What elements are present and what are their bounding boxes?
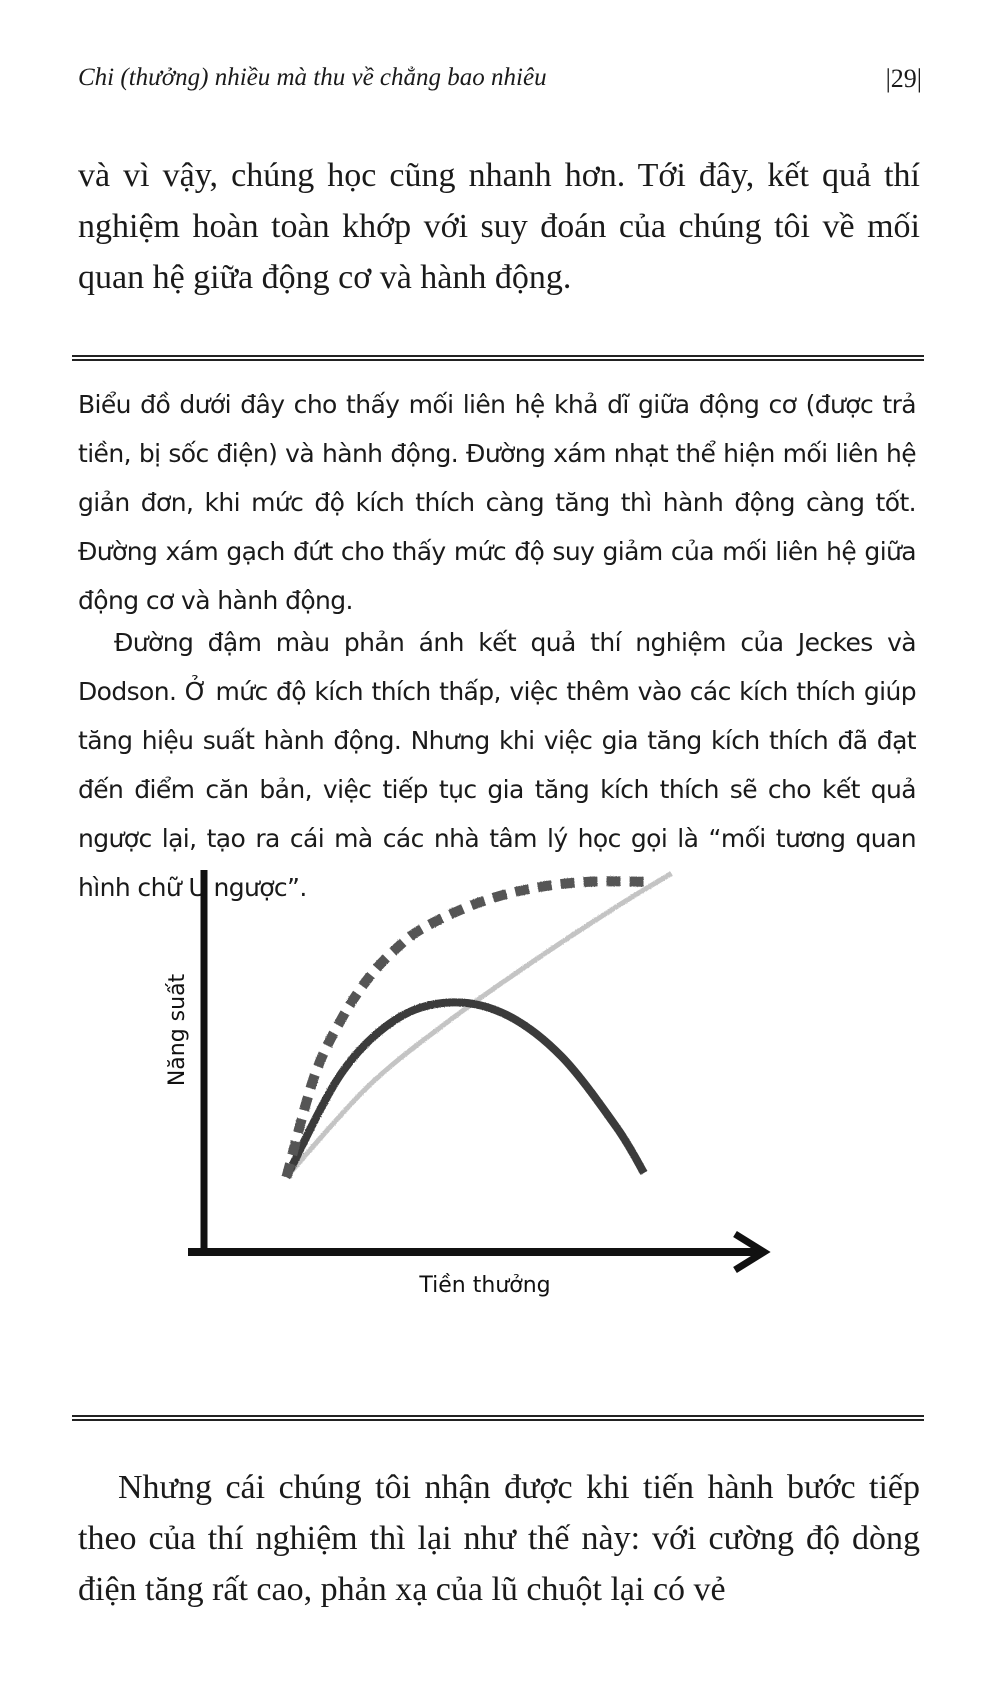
series-light-line bbox=[287, 873, 672, 1177]
box-rule-top bbox=[72, 355, 924, 361]
caption-paragraph-2: Đường đậm màu phản ánh kết quả thí nghiệm của Jeckes và Dodson. Ở mức độ kích thích thấp, việc thêm vào các kích thích giúp tăng hiệu suất hành động. Nhưng khi việc gia tăng kích thích đã đạt đến điểm căn bản, việc tiếp tục gia tăng kích thích sẽ cho kết quả ngược lại, tạo ra cái mà các nhà tâm lý học gọi là “mối tương quan hình chữ U ngược”. bbox=[78, 628, 916, 902]
chart-series bbox=[287, 873, 672, 1177]
performance-chart bbox=[160, 870, 860, 1410]
page-number: |29| bbox=[885, 64, 922, 93]
box-rule-bottom bbox=[72, 1415, 924, 1421]
running-header bbox=[78, 64, 922, 108]
x-axis-label: Tiền thưởng bbox=[419, 1273, 551, 1298]
body-paragraph-top: và vì vậy, chúng học cũng nhanh hơn. Tới đây, kết quả thí nghiệm hoàn toàn khớp với suy đoán của chúng tôi về mối quan hệ giữa động cơ và hành động. bbox=[78, 157, 920, 296]
series-dark-line bbox=[287, 1002, 645, 1177]
chart-axes bbox=[187, 870, 764, 1270]
caption-paragraph-1: Biểu đồ dưới đây cho thấy mối liên hệ khả dĩ giữa động cơ (được trả tiền, bị sốc điện) và hành động. Đường xám nhạt thể hiện mối liên hệ giản đơn, khi mức độ kích thích càng tăng thì hành động càng tốt. Đường xám gạch đứt cho thấy mức độ suy giảm của mối liên hệ giữa động cơ và hành động. bbox=[78, 390, 916, 615]
y-axis-label: Năng suất bbox=[165, 973, 190, 1087]
running-title: Chi (thưởng) nhiều mà thu về chẳng bao nhiêu bbox=[78, 64, 547, 91]
body-paragraph-bottom: Nhưng cái chúng tôi nhận được khi tiến hành bước tiếp theo của thí nghiệm thì lại như thế này: với cường độ dòng điện tăng rất cao, phản xạ của lũ chuột lại có vẻ bbox=[78, 1469, 920, 1608]
